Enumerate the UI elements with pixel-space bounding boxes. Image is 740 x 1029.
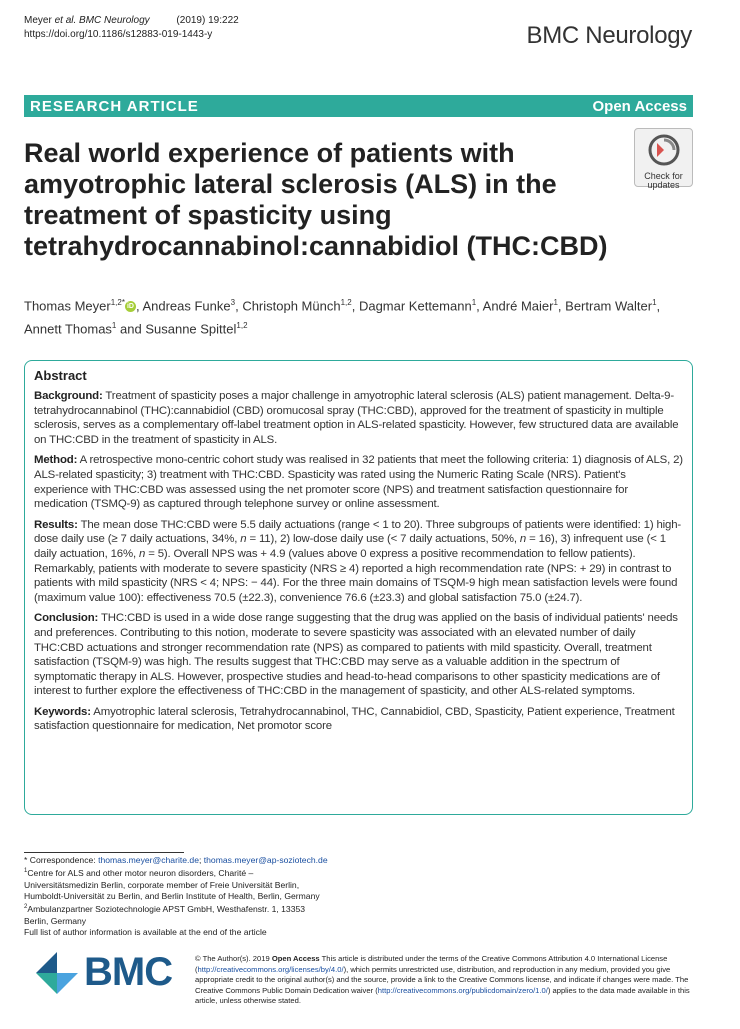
affiliation-text: Universitätsmedizin Berlin, corporate member of Freie Universität Berlin, [24,879,300,890]
author-conjunction: and [120,321,142,337]
check-updates-line2: updates [647,180,680,190]
header-authors: Meyer [24,15,52,26]
conclusion-label: Conclusion: [34,612,99,625]
author-affiliation: 1,2 [340,298,352,307]
license-text: ) applies to the data made available in this article, unless otherwise stated. [195,985,690,1006]
results-n: n [240,533,247,546]
results-n: n [519,533,527,546]
results-label: Results: [34,518,78,531]
affiliation-1 [24,866,364,902]
open-access-label: Open Access [592,97,687,115]
author-affiliation: 3 [230,298,236,307]
article-title: Real world experience of patients with amyotrophic lateral sclerosis (ALS) in the treatment of spasticity using tetrahydrocannabinol:cannabidiol (THC:CBD) [24,138,608,261]
bmc-logo-icon [36,952,78,994]
keywords-text: Amyotrophic lateral sclerosis, Tetrahydrocannabinol, THC, Cannabidiol, CBD, Spasticity, Patient experience, Treatment satisfaction questionnaire for medication, Net promotor score [34,705,675,733]
affiliation-2 [24,902,364,927]
correspondence-label: * Correspondence: [24,855,96,865]
bmc-logo [36,950,186,995]
author-name[interactable]: André Maier [482,298,554,314]
citation-line [24,14,239,28]
full-author-info-note: Full list of author information is available at the end of the article [24,927,267,938]
author-affiliation: 1 [553,298,558,307]
author-name[interactable]: Thomas Meyer [24,298,111,314]
email-link[interactable]: thomas.meyer@charite.de [98,855,199,865]
header-et-al: et al. [54,15,77,26]
check-updates-icon [648,134,680,166]
method-label: Method: [34,454,78,467]
keywords-label: Keywords: [34,705,91,718]
correspondence-line: * Correspondence: thomas.meyer@charite.de; thomas.meyer@ap-soziotech.de [24,855,328,865]
author-affiliation: 1 [471,298,477,307]
author-name[interactable]: Bertram Walter [565,298,653,314]
header-journal: BMC Neurology [79,15,150,26]
results-text: = 16), 3) infrequent use (< 1 daily actuation, 16%, [34,533,666,560]
abstract-conclusion [34,611,683,699]
license-open-access: Open Access [271,954,320,963]
abstract-results [34,518,683,606]
author-name[interactable]: Andreas Funke [142,298,231,314]
footnote-divider [24,852,184,853]
author-name[interactable]: Annett Thomas [24,321,112,337]
affiliation-text: Ambulanzpartner Soziotechnologie APST GmbH, Westhafenstr. 1, 13353 [27,904,306,915]
journal-name: BMC Neurology [526,22,692,49]
background-label: Background: [34,390,103,402]
email-link[interactable]: thomas.meyer@ap-soziotech.de [203,855,328,865]
author-affiliation: 1,2 [236,321,248,331]
running-header [24,14,239,42]
footnotes [24,855,364,939]
article-type-label: RESEARCH ARTICLE [30,97,199,115]
header-doi[interactable]: https://doi.org/10.1186/s12883-019-1443-y [24,29,213,40]
check-updates-line1: Check for [644,171,683,181]
abstract-heading: Abstract [34,368,87,383]
affiliation-number: 1 [24,868,28,875]
bmc-logo-text: BMC [84,950,173,994]
header-year-volume: (2019) 19:222 [176,15,239,26]
license-link[interactable]: http://creativecommons.org/licenses/by/4.0/ [197,964,344,974]
author-list: Thomas Meyer$^{1,2*}$ iD , Andreas Funke$^3$, Christoph Münch$^{1,2}$, Dagmar Kettemann$^1$, André Maier$^1$, Bertram Walter$^1$, Annett Thomas$^1$ and Susanne Spittel$^{1,2}$ [24,298,661,337]
orcid-icon[interactable]: iD [126,303,134,311]
abstract-keywords [34,705,683,734]
license-statement [195,954,700,1007]
results-text: The mean dose THC:CBD were 5.5 daily actuations (range < 1 to 20). Three subgroups of patients were identified: 1) high-dose daily use (≥ 7 daily actuations, 34%, [34,518,682,546]
author-name[interactable]: Christoph Münch [242,298,341,314]
license-text: ), which permits unrestricted use, distribution, and reproduction in any medium, provided you give appropriate credit to the original author(s) and the source, provide a link to the Creative Commons license, and indicate if changes were made. The Creative Commons Public Domain Dedication waiver ( [195,964,689,995]
article-type-banner [24,95,693,117]
author-affiliation: 1 [652,298,657,307]
results-text: = 11), 2) low-dose daily use (< 7 daily actuations, 50%, [249,533,517,546]
results-n: n [138,547,146,560]
conclusion-text: THC:CBD is used in a wide dose range suggesting that the drug was applied on the basis of individual patients' needs and preferences. Contributing to this notion, moderate to severe spasticity was associated with an elevated number of daily THC:CBD actuations and stronger recommendation rate (NPS) as compared to patients with mild spasticity. Overall, treatment satisfaction (TSQM-9) was high. The results suggest that THC:CBD may serve as a valuable addition in the spectrum of symptomatic therapy in ALS. However, prospective studies and head-to-head comparisons to other spasticity medications are of interest to further explore the effectiveness of THC:CBD in the management of spasticity, and other ALS-related symptoms. [34,612,678,698]
results-text: = 5). Overall NPS was + 4.9 (values above 0 express a positive recommendation to fellow patients). Remarkably, patients with moderate to severe spasticity (NRS ≥ 4) reported a high recommendation rate (NPS: + 29) in contrast to patients with mild spasticity (NRS < 4; NPS: − 44). For the three main domains of TSQM-9 high mean satisfaction levels were found (maximum value 100): effectiveness 70.5 (±22.3), convenience 76.6 (±23.3) and global satisfaction 75.0 (±24.7). [34,547,678,604]
abstract-background [34,389,683,447]
check-for-updates-badge[interactable] [634,128,693,190]
author-name[interactable]: Susanne Spittel [145,321,237,337]
affiliation-text: Berlin, Germany [24,915,87,926]
affiliation-text: Centre for ALS and other motor neuron disorders, Charité – [27,868,254,879]
abstract-box [24,360,693,815]
method-text: A retrospective mono-centric cohort study was realised in 32 patients that meet the following criteria: 1) diagnosis of ALS, 2) ALS-related spasticity; 3) treatment with THC:CBD. Spasticity was rated using the Numeric Rating Scale (NRS). Patient's experience with THC:CBD was assessed using the net promoter score (NPS) and treatment satisfaction questionnaire for medication (TSMQ-9) as captured through telephone survey or online assessment. [34,454,683,511]
license-text: This article is distributed under the terms of the Creative Commons Attribution 4.0 International License ( [195,954,668,974]
license-copyright: © The Author(s). 2019 [195,954,270,963]
author-affiliation: 1 [111,321,117,331]
author-affiliation: 1,2* [110,298,125,307]
background-text: Treatment of spasticity poses a major challenge in amyotrophic lateral sclerosis (ALS) patient management. Delta-9-tetrahydrocannabinol (THC):cannabidiol (CBD) oromucosal spray (THC:CBD), approved for the treatment of spasticity in multiple sclerosis, serves as a complementary off-label treatment option in ALS-related spasticity. However, few structured data are available on THC:CBD in the treatment of spasticity in ALS. [34,390,679,446]
license-link[interactable]: http://creativecommons.org/publicdomain/zero/1.0/ [377,985,548,995]
affiliation-text: Humboldt-Universität zu Berlin, and Berlin Institute of Health, Berlin, Germany [24,891,320,902]
affiliation-number: 2 [24,904,28,911]
author-name[interactable]: Dagmar Kettemann [358,298,472,314]
abstract-method [34,453,683,511]
